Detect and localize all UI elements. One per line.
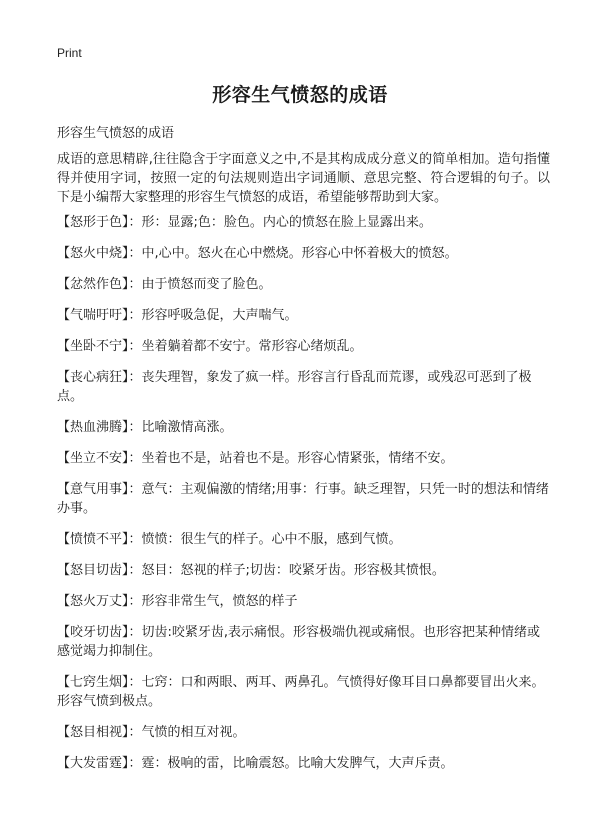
idiom-entry: 【咬牙切齿】：切齿:咬紧牙齿,表示痛恨。形容极端仇视或痛恨。也形容把某种情绪或感觉竭力抑制住。	[57, 625, 541, 659]
idiom-entry: 【怒火万丈】：形容非常生气，愤怒的样子	[57, 594, 298, 609]
print-link[interactable]: Print	[57, 46, 82, 60]
idiom-entry: 【怒火中烧】：中,心中。怒火在心中燃烧。形容心中怀着极大的愤怒。	[57, 246, 458, 261]
idiom-entry: 【意气用事】：意气：主观偏激的情绪;用事：行事。缺乏理智，只凭一时的想法和情绪办事。	[57, 482, 549, 516]
idiom-entry: 【怒目相视】：气愤的相互对视。	[57, 725, 246, 740]
section-subtitle: 形容生气愤怒的成语	[57, 126, 175, 141]
idiom-entry: 【坐卧不宁】：坐着躺着都不安宁。常形容心绪烦乱。	[57, 339, 363, 354]
idiom-entry: 【愤愤不平】：愤愤：很生气的样子。心中不服，感到气愤。	[57, 532, 402, 547]
intro-paragraph: 成语的意思精辟,往往隐含于字面意义之中,不是其构成成分意义的简单相加。造句指懂得并使用字词，按照一定的句法规则造出字词通顺、意思完整、符合逻辑的句子。以下是小编帮大家整理的形容生气愤怒的成语，希望能够帮助到大家。	[57, 152, 550, 205]
idiom-entry: 【怒目切齿】：怒目：怒视的样子;切齿：咬紧牙齿。形容极其愤恨。	[57, 563, 445, 578]
page-title: 形容生气愤怒的成语	[212, 84, 388, 106]
idiom-entry: 【热血沸腾】：比喻激情高涨。	[57, 420, 233, 435]
idiom-entry: 【七窍生烟】：七窍：口和两眼、两耳、两鼻孔。气愤得好像耳目口鼻都要冒出火来。形容气愤到极点。	[57, 675, 545, 709]
idiom-entry: 【坐立不安】：坐着也不是，站着也不是。形容心情紧张，情绪不安。	[57, 451, 454, 466]
idiom-entry: 【气喘吁吁】：形容呼吸急促，大声喘气。	[57, 308, 298, 323]
idiom-entry: 【忿然作色】：由于愤怒而变了脸色。	[57, 277, 272, 292]
idiom-entry: 【丧心病狂】：丧失理智，象发了疯一样。形容言行昏乱而荒谬，或残忍可恶到了极点。	[57, 370, 532, 404]
idiom-list	[57, 213, 550, 785]
idiom-entry: 【大发雷霆】：霆：极响的雷，比喻震怒。比喻大发脾气，大声斥责。	[57, 756, 454, 771]
idiom-entry: 【怒形于色】：形：显露;色：脸色。内心的愤怒在脸上显露出来。	[57, 215, 432, 230]
